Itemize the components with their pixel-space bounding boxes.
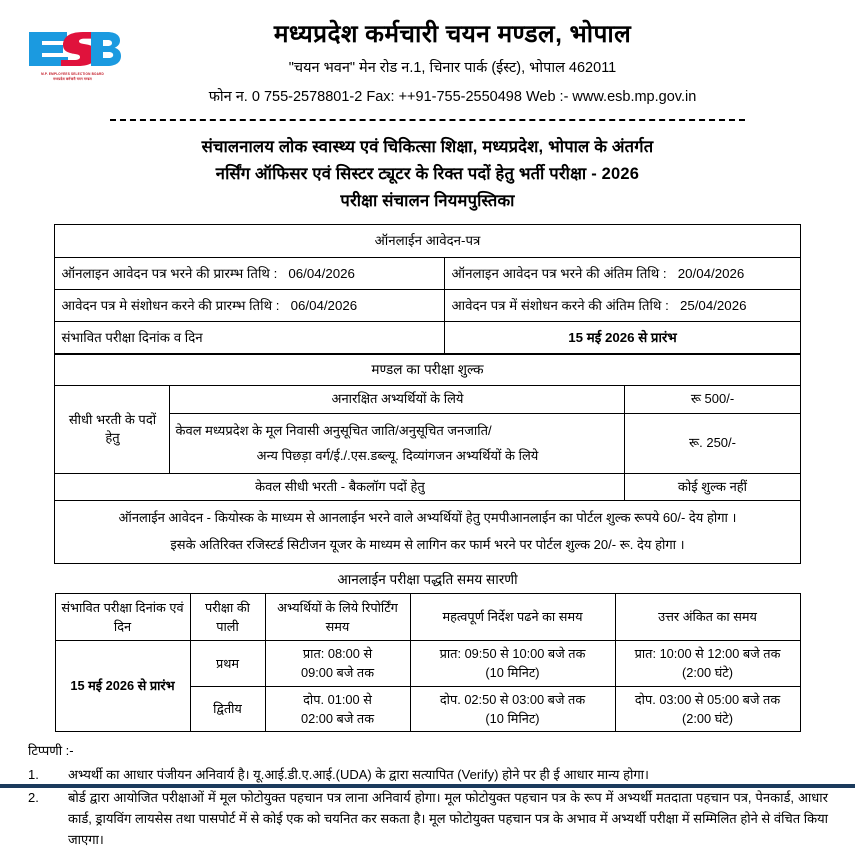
document-header — [0, 0, 855, 106]
correction-start-value: 06/04/2026 — [290, 297, 358, 313]
list-item — [28, 764, 828, 785]
note-text-2: बोर्ड द्वारा आयोजित परीक्षाओं में मूल फोटोयुक्त पहचान पत्र लाना अनिवार्य होगा। मूल फोटोयुक्त पहचान पत्र के रूप में अभ्यर्थी मतदाता पहचान पत्र, पेनकार्ड, आधार कार्ड, ड्रायविंग लायसेस तथा पासपोर्ट में से कोई एक को चयनित कर सकता है। मूल फोटोयुक्त पहचान पत्र के अभाव में अभ्यर्थी परीक्षा में सम्मिलित होने से वंचित किया जाएगा। — [68, 789, 828, 847]
fee-row2-description-line2: अन्य पिछड़ा वर्ग/ई./.एस.डब्ल्यू. दिव्यांगजन अभ्यर्थियों के लिये — [256, 448, 539, 464]
organization-address: "चयन भवन" मेन रोड न.1, चिनार पार्क (ईस्ट), भोपाल 462011 — [288, 60, 617, 77]
schedule-instructions-1-line2: (10 मिनिट) — [485, 665, 540, 681]
application-end-cell — [445, 257, 800, 289]
schedule-shift-2: द्वितीय — [190, 686, 265, 731]
header-divider — [110, 119, 745, 121]
document-title — [0, 134, 855, 214]
schedule-header-shift: परीक्षा की पाली — [190, 593, 265, 640]
organization-contact: फोन न. 0 755-2578801-2 Fax: ++91-755-2550498 Web :- www.esb.mp.gov.in — [208, 88, 697, 105]
correction-end-label: आवेदन पत्र में संशोधन करने की अंतिम तिथि : — [451, 297, 669, 313]
fee-row3-amount: कोई शुल्क नहीं — [625, 473, 800, 501]
schedule-reporting-2 — [265, 686, 410, 731]
schedule-answer-2-line1: दोप. 03:00 से 05:00 बजे तक — [634, 691, 781, 707]
fee-row2-description-line1: केवल मध्यप्रदेश के मूल निवासी अनुसूचित जाति/अनुसूचित जनजाति/ — [175, 422, 492, 438]
title-line-3: परीक्षा संचालन नियमपुस्तिका — [340, 191, 515, 210]
table-row — [55, 225, 800, 257]
fee-row1-amount: रू 500/- — [625, 386, 800, 414]
schedule-reporting-1-line2: 09:00 बजे तक — [300, 665, 375, 681]
schedule-instructions-1-line1: प्रात: 09:50 से 10:00 बजे तक — [439, 646, 586, 662]
portal-fee-note-line2: इसके अतिरिक्त रजिस्टर्ड सिटीजन यूजर के माध्यम से लागिन कर फार्म भरने पर पोर्टल शुल्क 20/- रू. देय होगा । — [170, 537, 685, 553]
notes-title: टिप्पणी :- — [28, 742, 74, 758]
schedule-banner: आनलाईन परीक्षा पद्धति समय सारणी — [337, 571, 518, 587]
schedule-reporting-1-line1: प्रात: 08:00 से — [302, 646, 373, 662]
schedule-instructions-1 — [410, 641, 615, 686]
application-start-cell — [55, 257, 445, 289]
schedule-header-answer: उत्तर अंकित का समय — [615, 593, 800, 640]
correction-end-cell — [445, 289, 800, 321]
application-start-value: 06/04/2026 — [288, 265, 355, 281]
header-text-block — [145, 18, 855, 106]
probable-exam-date-value: 15 मई 2026 से प्रारंभ — [445, 322, 800, 354]
schedule-answer-2-line2: (2:00 घंटे) — [682, 710, 733, 726]
logo-subtitle-hindi: मध्यप्रदेश कर्मचारी चयन मण्डल — [53, 76, 92, 82]
table-row — [55, 289, 800, 321]
fee-row1-description: अनारक्षित अभ्यर्थियों के लिये — [170, 386, 625, 414]
note-number-2: 2. — [28, 789, 39, 805]
table-row — [55, 473, 800, 501]
correction-start-label: आवेदन पत्र मे संशोधन करने की प्रारम्भ तिथि : — [61, 297, 280, 313]
fee-row3-description: केवल सीधी भरती - बैकलॉग पदों हेतु — [55, 473, 625, 501]
application-end-label: ऑनलाइन आवेदन पत्र भरने की अंतिम तिथि : — [451, 265, 667, 281]
logo-container — [0, 18, 145, 82]
notes-section — [28, 741, 828, 850]
schedule-date-cell: 15 मई 2026 से प्रारंभ — [55, 641, 190, 732]
portal-fee-note — [55, 501, 800, 563]
note-text-1: अभ्यर्थी का आधार पंजीयन अनिवार्य है। यू.आई.डी.ए.आई.(UDA) के द्वारा सत्यापित (Verify) होने पर ही ई आधार मान्य होगा। — [68, 766, 649, 782]
schedule-shift-1: प्रथम — [190, 641, 265, 686]
correction-start-cell — [55, 289, 445, 321]
fee-row2-amount: रू. 250/- — [625, 413, 800, 473]
table-row — [55, 501, 800, 563]
organization-name: मध्यप्रदेश कर्मचारी चयन मण्डल, भोपाल — [273, 21, 632, 48]
table-row — [55, 355, 800, 386]
logo-subtitle-english: M.P. EMPLOYEES SELECTION BOARD — [41, 71, 104, 77]
application-start-label: ऑनलाइन आवेदन पत्र भरने की प्रारम्भ तिथि : — [61, 265, 278, 281]
fee-row2-description — [170, 413, 625, 473]
schedule-answer-1-line2: (2:00 घंटे) — [682, 665, 733, 681]
probable-exam-date-label: संभावित परीक्षा दिनांक व दिन — [55, 322, 445, 354]
application-end-value: 20/04/2026 — [677, 265, 745, 281]
exam-schedule-table — [55, 593, 801, 732]
schedule-instructions-2-line1: दोप. 02:50 से 03:00 बजे तक — [439, 691, 586, 707]
esb-logo-icon — [21, 26, 125, 82]
title-line-2: नर्सिंग ऑफिसर एवं सिस्टर ट्यूटर के रिक्त पदों हेतु भर्ती परीक्षा - 2026 — [215, 164, 640, 183]
fee-banner: मण्डल का परीक्षा शुल्क — [55, 355, 800, 386]
schedule-reporting-2-line1: दोप. 01:00 से — [303, 691, 372, 707]
title-line-1: संचालनालय लोक स्वास्थ्य एवं चिकित्सा शिक्षा, मध्यप्रदेश, भोपाल के अंतर्गत — [201, 138, 654, 157]
schedule-reporting-1 — [265, 641, 410, 686]
application-dates-table — [54, 224, 800, 354]
application-banner: ऑनलाईन आवेदन-पत्र — [55, 225, 800, 257]
table-row — [55, 386, 800, 414]
portal-fee-note-line1: ऑनलाईन आवेदन - कियोस्क के माध्यम से आनलाईन भरने वाले अभ्यर्थियों हेतु एमपीआनलाईन का पोर्टल शुल्क रूपये 60/- देय होगा । — [118, 510, 737, 526]
schedule-header-date: संभावित परीक्षा दिनांक एवं दिन — [55, 593, 190, 640]
note-number-1: 1. — [28, 766, 39, 782]
table-row — [55, 322, 800, 354]
fee-category-label: सीधी भरती के पदों हेतु — [55, 386, 170, 474]
exam-fee-table — [54, 354, 800, 563]
list-item — [28, 787, 828, 850]
taskbar-strip — [0, 784, 855, 788]
table-row — [55, 641, 800, 686]
schedule-header-instructions: महत्वपूर्ण निर्देश पढने का समय — [410, 593, 615, 640]
schedule-answer-1 — [615, 641, 800, 686]
schedule-instructions-2-line2: (10 मिनिट) — [485, 710, 540, 726]
schedule-reporting-2-line2: 02:00 बजे तक — [300, 710, 375, 726]
table-row — [55, 257, 800, 289]
correction-end-value: 25/04/2026 — [679, 297, 747, 313]
schedule-answer-2 — [615, 686, 800, 731]
table-header-row — [55, 593, 800, 640]
schedule-instructions-2 — [410, 686, 615, 731]
schedule-header-reporting: अभ्यर्थियों के लिये रिपोर्टिंग समय — [265, 593, 410, 640]
schedule-answer-1-line1: प्रात: 10:00 से 12:00 बजे तक — [634, 646, 781, 662]
